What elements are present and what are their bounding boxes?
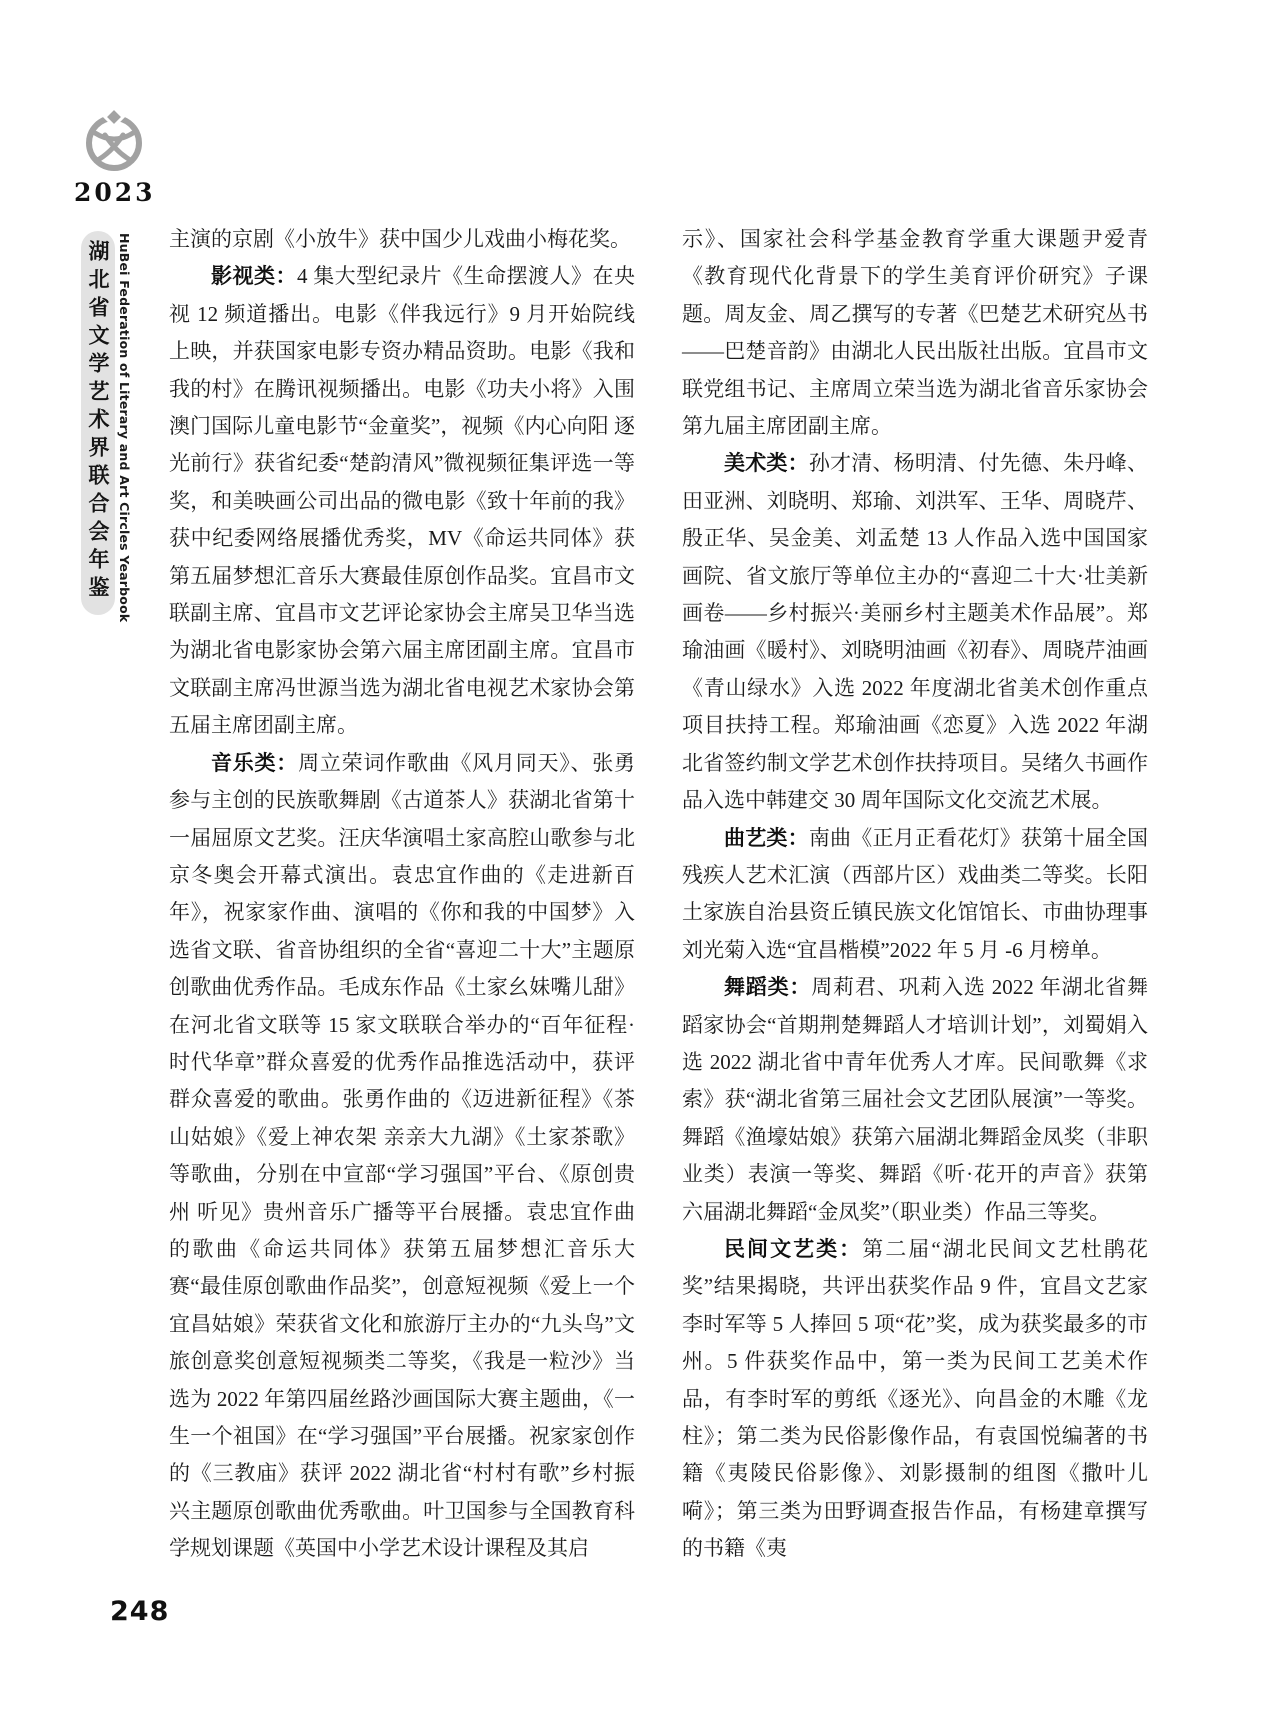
paragraph-text: 4 集大型纪录片《生命摆渡人》在央视 12 频道播出。电影《伴我远行》9 月开始院线上映，并获国家电影专资办精品资助。电影《我和我的村》在腾讯视频播出。电影《功夫小将》入围澳门国际儿童电影节“金童奖”，视频《内心向阳 逐光前行》获省纪委“楚韵清风”微视频征集评选一等奖，和美映画公司出品的微电影《致十年前的我》获中纪委网络展播优秀奖，MV《命运共同体》获第五届梦想汇音乐大赛最佳原创作品奖。宜昌市文联副主席、宜昌市文艺评论家协会主席吴卫华当选为湖北省电影家协会第六届主席团副主席。宜昌市文联副主席冯世源当选为湖北省电视艺术家协会第五届主席团副主席。 [169,264,636,738]
sidebar-banner-cn: 湖北省文学艺术界联合会年鉴 [81,231,115,615]
category-label: 音乐类： [211,750,299,775]
federation-logo-icon [82,106,146,174]
page-number: 248 [110,1596,170,1627]
paragraph-text: 第二届“湖北民间文艺杜鹃花奖”结果揭晓，共评出获奖作品 9 件，宜昌文艺家李时军等 5 人捧回 5 项“花”奖，成为获奖最多的市州。5 件获奖作品中，第一类为民间工艺美术作品，有李时军的剪纸《逐光》、向昌金的木雕《龙柱》；第二类为民俗影像作品，有袁国悦编著的书籍《夷陵民俗影像》、刘影摄制的组图《撒叶儿嗬》；第三类为田野调查报告作品，有杨建章撰写的书籍《夷 [682,1236,1149,1561]
category-label: 舞蹈类： [724,975,812,1000]
left-column [169,221,635,1568]
category-label: 曲艺类： [724,825,809,850]
paragraph [169,745,635,1568]
paragraph-text: 周立荣词作歌曲《风月同天》、张勇参与主创的民族歌舞剧《古道茶人》获湖北省第十一届屈原文艺奖。汪庆华演唱土家高腔山歌参与北京冬奥会开幕式演出。袁忠宜作曲的《走进新百年》，祝家家作曲、演唱的《你和我的中国梦》入选省文联、省音协组织的全省“喜迎二十大”主题原创歌曲优秀作品。毛成东作品《土家幺妹嘴儿甜》在河北省文联等 15 家文联联合举办的“百年征程·时代华章”群众喜爱的优秀作品推选活动中，获评群众喜爱的歌曲。张勇作曲的《迈进新征程》《茶山姑娘》《爱上神农架 亲亲大九湖》《土家茶歌》等歌曲，分别在中宣部“学习强国”平台、《原创贵州 听见》贵州音乐广播等平台展播。袁忠宜作曲的歌曲《命运共同体》获第五届梦想汇音乐大赛“最佳原创歌曲作品奖”，创意短视频《爱上一个宜昌姑娘》荣获省文化和旅游厅主办的“九头鸟”文旅创意奖创意短视频类二等奖，《我是一粒沙》当选为 2022 年第四届丝路沙画国际大赛主题曲，《一生一个祖国》在“学习强国”平台展播。祝家家创作的《三教庙》获评 2022 湖北省“村村有歌”乡村振兴主题原创歌曲优秀歌曲。叶卫国参与全国教育科学规划课题《英国中小学艺术设计课程及其启 [169,750,636,1561]
paragraph-text: 示》、国家社会科学基金教育学重大课题尹爱青《教育现代化背景下的学生美育评价研究》子课题。周友金、周乙撰写的专著《巴楚艺术研究丛书——巴楚音韵》由湖北人民出版社出版。宜昌市文联党组书记、主席周立荣当选为湖北省音乐家协会第九届主席团副主席。 [682,227,1148,439]
paragraph-text: 主演的京剧《小放牛》获中国少儿戏曲小梅花奖。 [169,227,631,251]
paragraph [682,445,1148,819]
sidebar-banner-en: HuBei Federation of Literary and Art Circles Yearbook [117,233,132,623]
paragraph [169,258,635,744]
category-label: 美术类： [724,451,809,476]
category-label: 影视类： [211,264,297,289]
category-label: 民间文艺类： [724,1236,863,1261]
right-column [682,221,1148,1568]
paragraph-text: 周莉君、巩莉入选 2022 年湖北省舞蹈家协会“首期荆楚舞蹈人才培训计划”，刘蜀娟入选 2022 湖北省中青年优秀人才库。民间歌舞《求索》获“湖北省第三届社会文艺团队展演”一等奖。舞蹈《渔壕姑娘》获第六届湖北舞蹈金凤奖（非职业类）表演一等奖、舞蹈《听·花开的声音》获第六届湖北舞蹈“金凤奖”（职业类）作品三等奖。 [682,975,1149,1224]
paragraph [169,221,635,258]
paragraph [682,820,1148,970]
paragraph-text: 孙才清、杨明清、付先德、朱丹峰、田亚洲、刘晓明、郑瑜、刘洪军、王华、周晓芹、殷正华、吴金美、刘孟楚 13 人作品入选中国国家画院、省文旅厅等单位主办的“喜迎二十大·壮美新画卷——乡村振兴·美丽乡村主题美术作品展”。郑瑜油画《暖村》、刘晓明油画《初春》、周晓芹油画《青山绿水》入选 2022 年度湖北省美术创作重点项目扶持工程。郑瑜油画《恋夏》入选 2022 年湖北省签约制文学艺术创作扶持项目。吴绪久书画作品入选中韩建交 30 周年国际文化交流艺术展。 [682,451,1149,813]
paragraph [682,1231,1148,1568]
paragraph [682,969,1148,1231]
year-badge: 2023 [74,178,156,207]
paragraph-text: 南曲《正月正看花灯》获第十届全国残疾人艺术汇演（西部片区）戏曲类二等奖。长阳土家族自治县资丘镇民族文化馆馆长、市曲协理事刘光菊入选“宜昌楷模”2022 年 5 月 -6 月榜单。 [682,825,1149,962]
paragraph [682,221,1148,445]
